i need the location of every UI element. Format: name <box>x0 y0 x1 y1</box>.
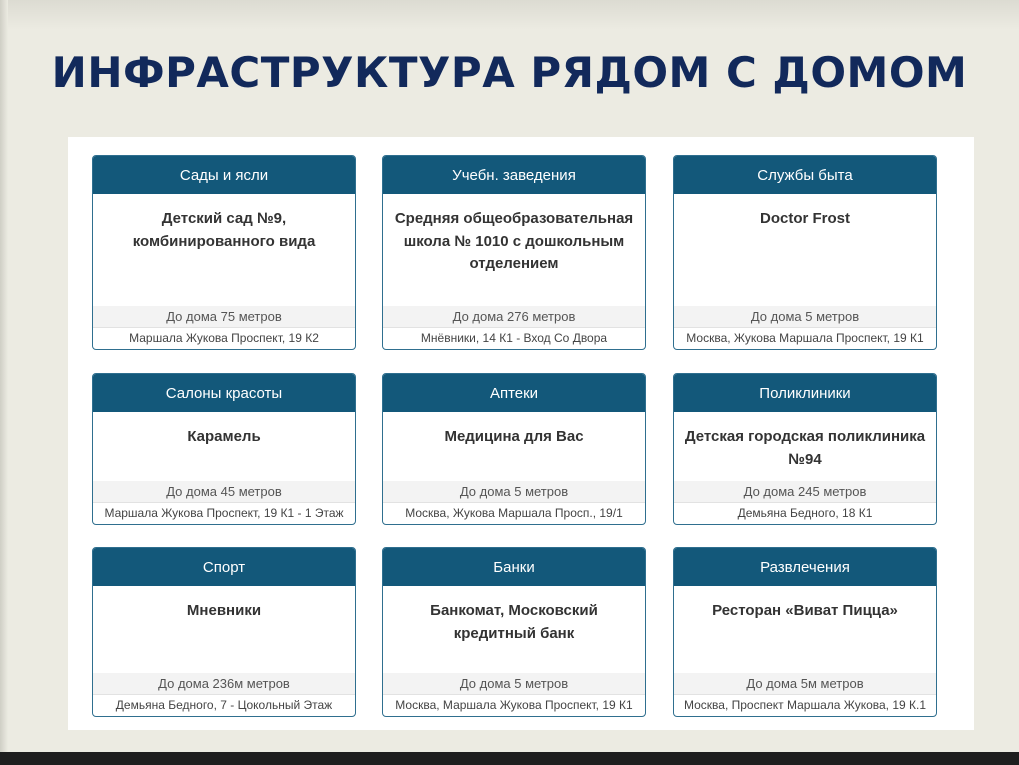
infrastructure-card <box>673 155 937 350</box>
card-distance: До дома 5 метров <box>674 306 936 327</box>
infrastructure-card <box>673 373 937 525</box>
card-place-name: Doctor Frost <box>760 210 850 227</box>
infrastructure-card <box>382 547 646 717</box>
card-distance: До дома 75 метров <box>93 306 355 327</box>
page-title: ИНФРАСТРУКТУРА РЯДОМ С ДОМОМ <box>51 48 968 97</box>
card-address: Москва, Проспект Маршала Жукова, 19 К.1 <box>674 694 936 716</box>
card-place-name: Карамель <box>187 428 261 445</box>
card-address: Демьяна Бедного, 7 - Цокольный Этаж <box>93 694 355 716</box>
infrastructure-panel <box>68 137 974 730</box>
card-distance: До дома 5м метров <box>674 673 936 694</box>
infrastructure-card <box>92 373 356 525</box>
card-distance: До дома 245 метров <box>674 481 936 502</box>
infrastructure-card <box>92 547 356 717</box>
card-distance: До дома 236м метров <box>93 673 355 694</box>
card-place-name: Мневники <box>186 602 262 619</box>
card-category: Поликлиники <box>674 374 936 412</box>
card-category: Службы быта <box>674 156 936 194</box>
card-place-name: Детская городская поликлиника №94 <box>684 428 926 468</box>
card-category: Аптеки <box>383 374 645 412</box>
card-address: Мнёвники, 14 К1 - Вход Со Двора <box>383 327 645 349</box>
card-place-name: Медицина для Вас <box>444 428 584 445</box>
card-place-name: Банкомат, Московский кредитный банк <box>430 602 598 642</box>
card-category: Салоны красоты <box>93 374 355 412</box>
card-distance: До дома 5 метров <box>383 673 645 694</box>
card-place-name: Средняя общеобразовательная школа № 1010 с дошкольным отделением <box>394 210 634 272</box>
card-address: Маршала Жукова Проспект, 19 К2 <box>93 327 355 349</box>
infrastructure-card <box>673 547 937 717</box>
left-shadow <box>0 0 8 765</box>
card-category: Развлечения <box>674 548 936 586</box>
card-category: Спорт <box>93 548 355 586</box>
card-address: Маршала Жукова Проспект, 19 К1 - 1 Этаж <box>93 502 355 524</box>
card-category: Учебн. заведения <box>383 156 645 194</box>
infrastructure-card <box>382 373 646 525</box>
card-category: Сады и ясли <box>93 156 355 194</box>
card-place-name: Детский сад №9, комбинированного вида <box>132 210 316 250</box>
card-distance: До дома 5 метров <box>383 481 645 502</box>
card-address: Москва, Жукова Маршала Проспект, 19 К1 <box>674 327 936 349</box>
card-address: Москва, Маршала Жукова Проспект, 19 К1 <box>383 694 645 716</box>
bottom-edge-bar <box>0 752 1019 765</box>
card-distance: До дома 276 метров <box>383 306 645 327</box>
card-address: Москва, Жукова Маршала Просп., 19/1 <box>383 502 645 524</box>
infrastructure-card <box>382 155 646 350</box>
top-shadow <box>0 0 1019 30</box>
card-address: Демьяна Бедного, 18 К1 <box>674 502 936 524</box>
card-category: Банки <box>383 548 645 586</box>
card-place-name: Ресторан «Виват Пицца» <box>712 602 898 619</box>
infrastructure-card <box>92 155 356 350</box>
card-distance: До дома 45 метров <box>93 481 355 502</box>
